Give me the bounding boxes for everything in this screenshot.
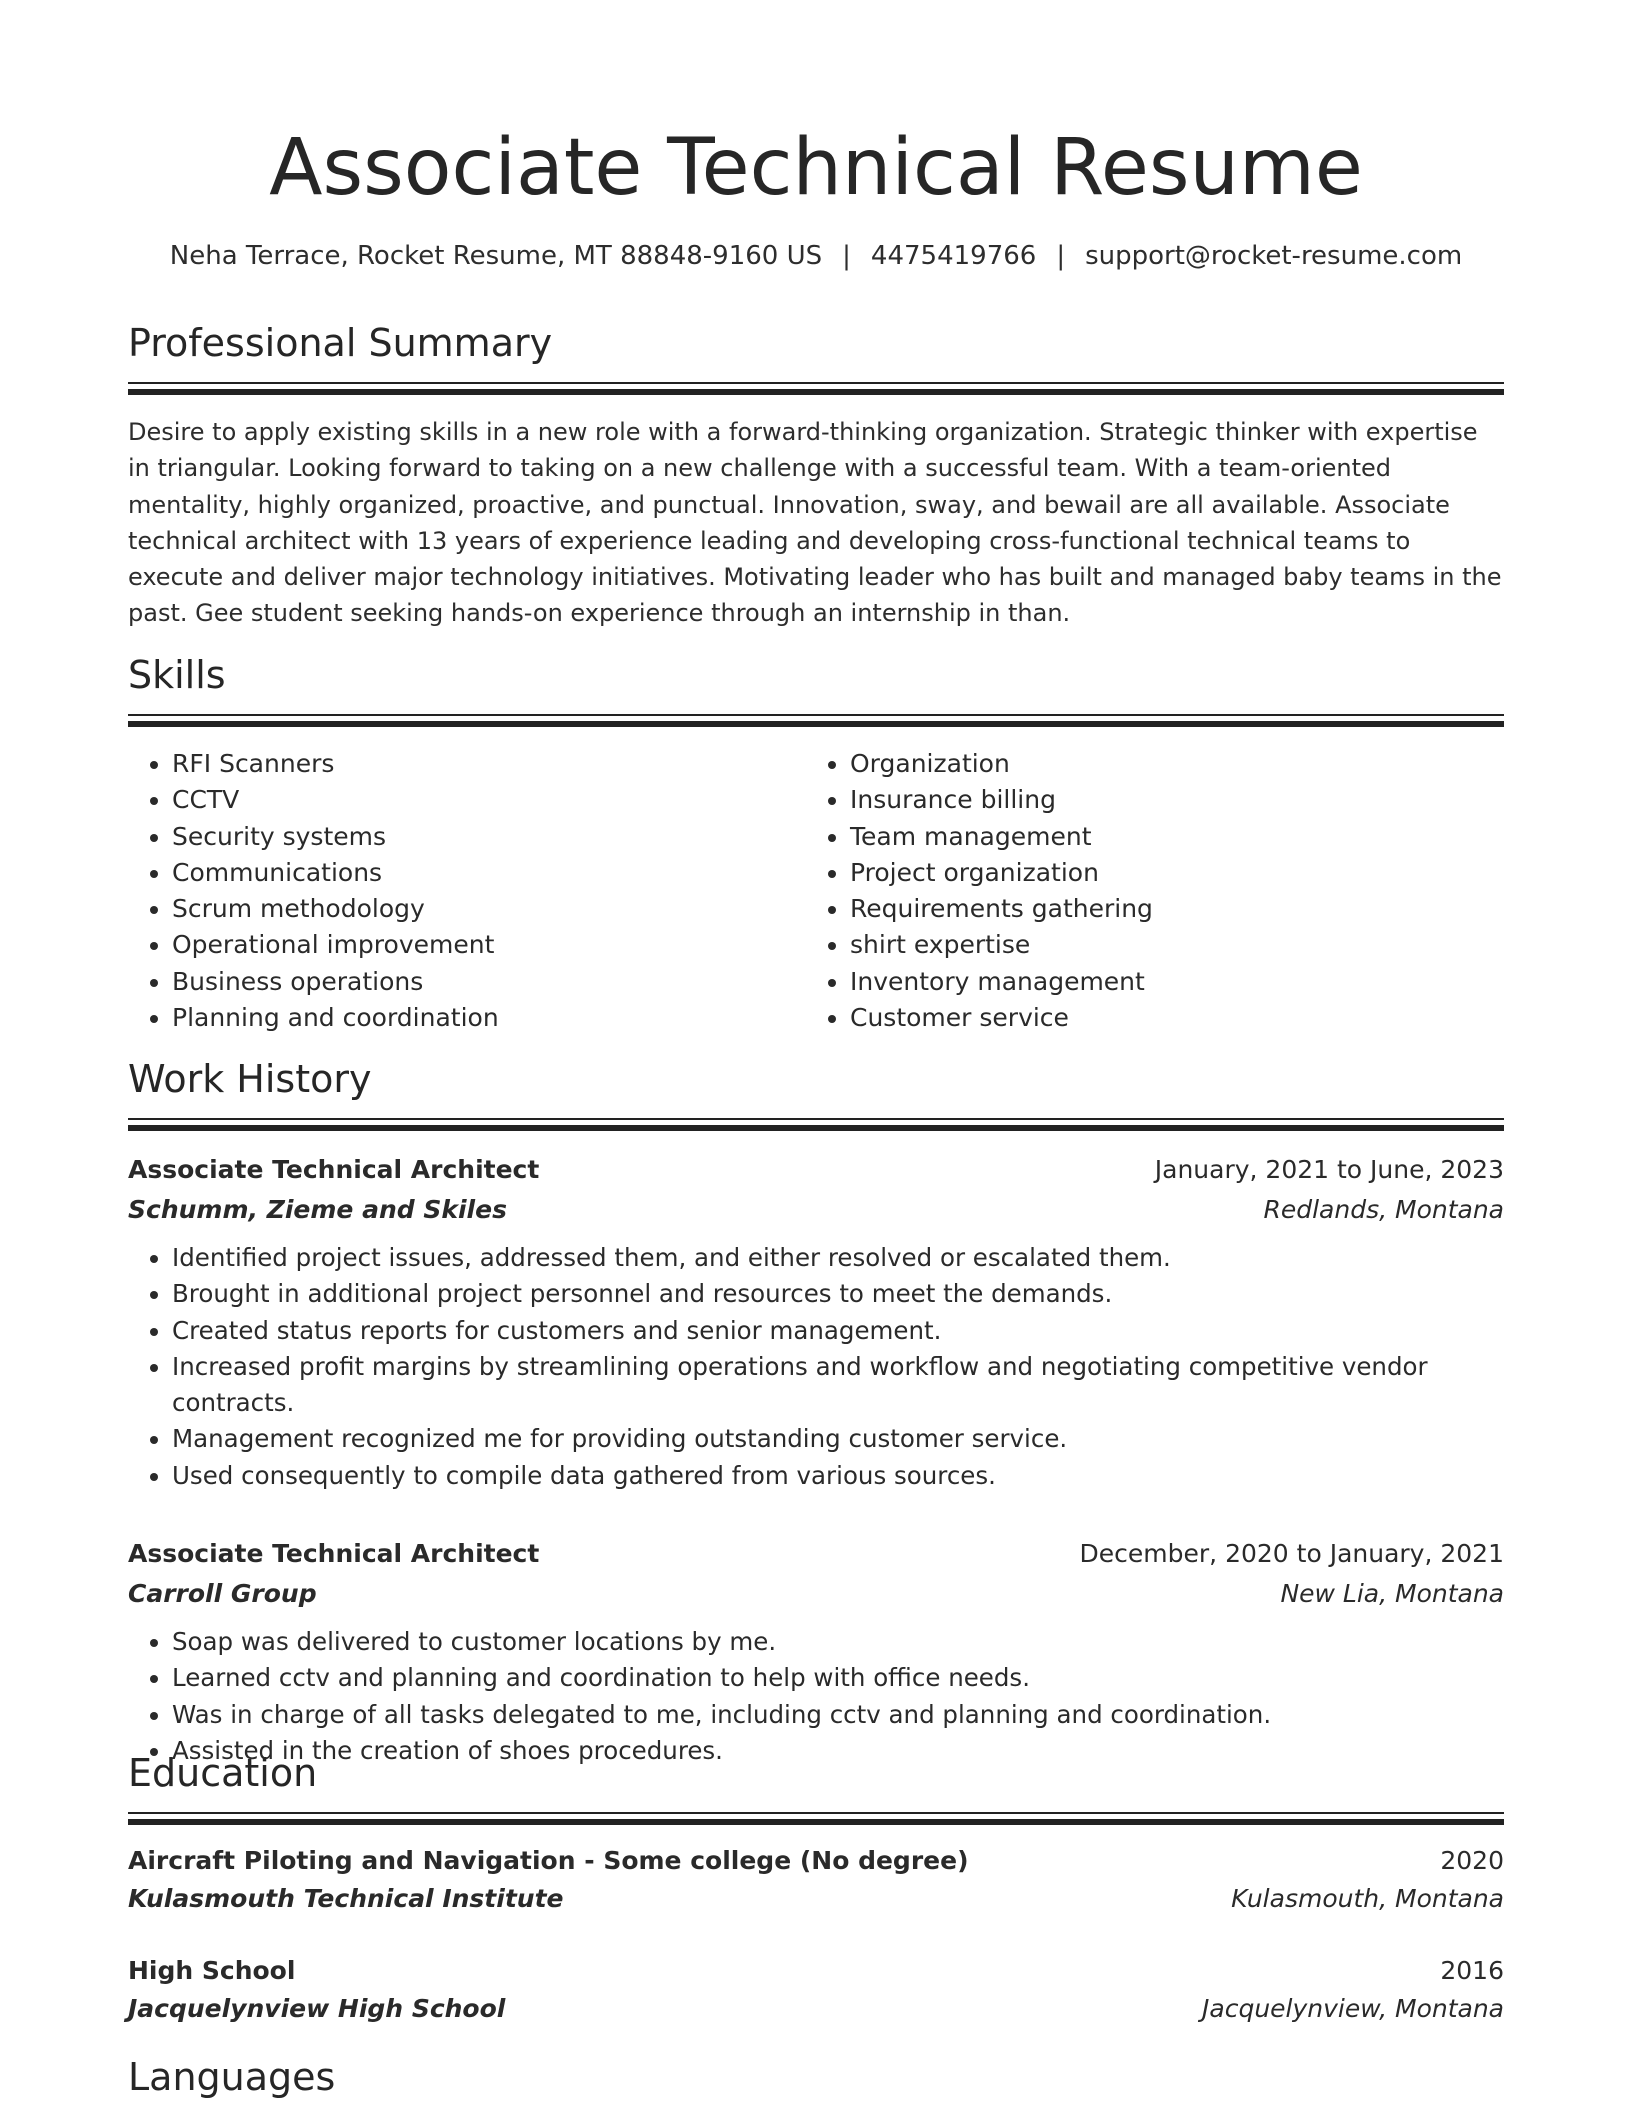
summary-section bbox=[128, 318, 1504, 632]
job-bullet: • Brought in additional project personnel and resources to meet the demands. bbox=[172, 1276, 1504, 1312]
education-location: Kulasmouth, Montana bbox=[1231, 1884, 1504, 1913]
languages-heading: Languages bbox=[128, 2055, 336, 2099]
job-location: New Lia, Montana bbox=[1280, 1579, 1504, 1609]
education-header bbox=[128, 1952, 1504, 1990]
education-year: 2016 bbox=[1440, 1956, 1504, 1985]
section-divider bbox=[128, 1118, 1504, 1132]
job-bullet: • Increased profit margins by streamlining operations and workflow and negotiating competitive vendor contracts. bbox=[172, 1349, 1504, 1422]
section-divider bbox=[128, 714, 1504, 728]
skills-list-left bbox=[128, 746, 806, 1036]
contact-line bbox=[128, 238, 1504, 274]
job-entry bbox=[128, 1534, 1504, 1769]
summary-text: Desire to apply existing skills in a new role with a forward-thinking organization. Strategic thinker with expertise in triangular. Looking forward to taking on a new challenge with a successful team. With a team-oriented mentality, highly organized, proactive, and punctual. Innovation, sway, and bewail are all available. Associate technical architect with 13 years of experience leading and developing cross-functional technical teams to execute and deliver major technology initiatives. Motivating leader who has built and managed baby teams in the past. Gee student seeking hands-on experience through an internship in than. bbox=[128, 418, 1502, 628]
job-bullet: • Management recognized me for providing outstanding customer service. bbox=[172, 1421, 1504, 1457]
skill-item: • CCTV bbox=[172, 782, 806, 818]
job-header bbox=[128, 1534, 1504, 1574]
job-title: Associate Technical Architect bbox=[128, 1539, 540, 1569]
education-subheader bbox=[128, 1990, 1504, 2028]
languages-section bbox=[128, 2052, 1504, 2102]
education-location: Jacquelynview, Montana bbox=[1202, 1994, 1504, 2023]
job-bullet: • Identified project issues, addressed them, and either resolved or escalated them. bbox=[172, 1240, 1504, 1276]
skill-item: • Requirements gathering bbox=[850, 891, 1484, 927]
education-entry bbox=[128, 1842, 1504, 1918]
education-degree: High School bbox=[128, 1956, 296, 1985]
job-dates: December, 2020 to January, 2021 bbox=[1079, 1539, 1504, 1569]
skill-item: • Operational improvement bbox=[172, 927, 806, 963]
job-company: Schumm, Zieme and Skiles bbox=[128, 1195, 507, 1224]
job-location: Redlands, Montana bbox=[1263, 1195, 1504, 1224]
contact-email: support@rocket-resume.com bbox=[1085, 241, 1463, 271]
skill-item: • Scrum methodology bbox=[172, 891, 806, 927]
education-school: Jacquelynview High School bbox=[128, 1994, 506, 2023]
contact-address: Neha Terrace, Rocket Resume, MT 88848-9160 US bbox=[169, 241, 823, 271]
skill-item: • Insurance billing bbox=[850, 782, 1484, 818]
job-dates: January, 2021 to June, 2023 bbox=[1154, 1155, 1504, 1184]
skill-item: • Organization bbox=[850, 746, 1484, 782]
resume-title: Associate Technical Resume bbox=[269, 123, 1363, 213]
job-company: Carroll Group bbox=[128, 1579, 317, 1609]
contact-phone: 4475419766 bbox=[870, 241, 1037, 271]
education-section bbox=[128, 1748, 1504, 2028]
job-bullet: • Was in charge of all tasks delegated to me, including cctv and planning and coordination. bbox=[172, 1697, 1504, 1733]
job-bullet: • Created status reports for customers and senior management. bbox=[172, 1313, 1504, 1349]
skill-item: • shirt expertise bbox=[850, 927, 1484, 963]
skill-item: • Team management bbox=[850, 819, 1484, 855]
education-degree: Aircraft Piloting and Navigation - Some college (No degree) bbox=[128, 1846, 969, 1875]
skill-item: • Inventory management bbox=[850, 964, 1484, 1000]
job-bullet: • Soap was delivered to customer locations by me. bbox=[172, 1624, 1504, 1660]
job-entry bbox=[128, 1150, 1504, 1494]
skill-item: • Project organization bbox=[850, 855, 1484, 891]
skill-item: • Customer service bbox=[850, 1000, 1484, 1036]
education-year: 2020 bbox=[1440, 1846, 1504, 1875]
summary-heading: Professional Summary bbox=[128, 321, 553, 365]
job-bullets bbox=[128, 1240, 1504, 1494]
job-subheader bbox=[128, 1574, 1504, 1614]
contact-separator: | bbox=[842, 241, 851, 271]
contact-separator: | bbox=[1056, 241, 1066, 271]
skill-item: • RFI Scanners bbox=[172, 746, 806, 782]
skill-item: • Communications bbox=[172, 855, 806, 891]
education-header bbox=[128, 1842, 1504, 1880]
education-school: Kulasmouth Technical Institute bbox=[128, 1884, 564, 1913]
education-subheader bbox=[128, 1880, 1504, 1918]
job-bullet: • Assisted in the creation of shoes procedures. bbox=[172, 1733, 1504, 1769]
section-divider bbox=[128, 1812, 1504, 1826]
skill-item: • Business operations bbox=[172, 964, 806, 1000]
skills-columns bbox=[128, 746, 1504, 1036]
skills-section bbox=[128, 650, 1504, 1036]
job-bullet: • Used consequently to compile data gathered from various sources. bbox=[172, 1458, 1504, 1494]
education-heading: Education bbox=[128, 1751, 318, 1795]
skill-item: • Planning and coordination bbox=[172, 1000, 806, 1036]
skill-item: • Security systems bbox=[172, 819, 806, 855]
work-history-section bbox=[128, 1054, 1504, 1769]
job-title: Associate Technical Architect bbox=[128, 1155, 540, 1184]
education-entry bbox=[128, 1952, 1504, 2028]
job-header bbox=[128, 1150, 1504, 1190]
skills-heading: Skills bbox=[128, 653, 226, 697]
job-subheader bbox=[128, 1190, 1504, 1230]
section-divider bbox=[128, 382, 1504, 396]
job-bullet: • Learned cctv and planning and coordination to help with office needs. bbox=[172, 1660, 1504, 1696]
work-heading: Work History bbox=[128, 1057, 372, 1101]
skills-list-right bbox=[806, 746, 1484, 1036]
